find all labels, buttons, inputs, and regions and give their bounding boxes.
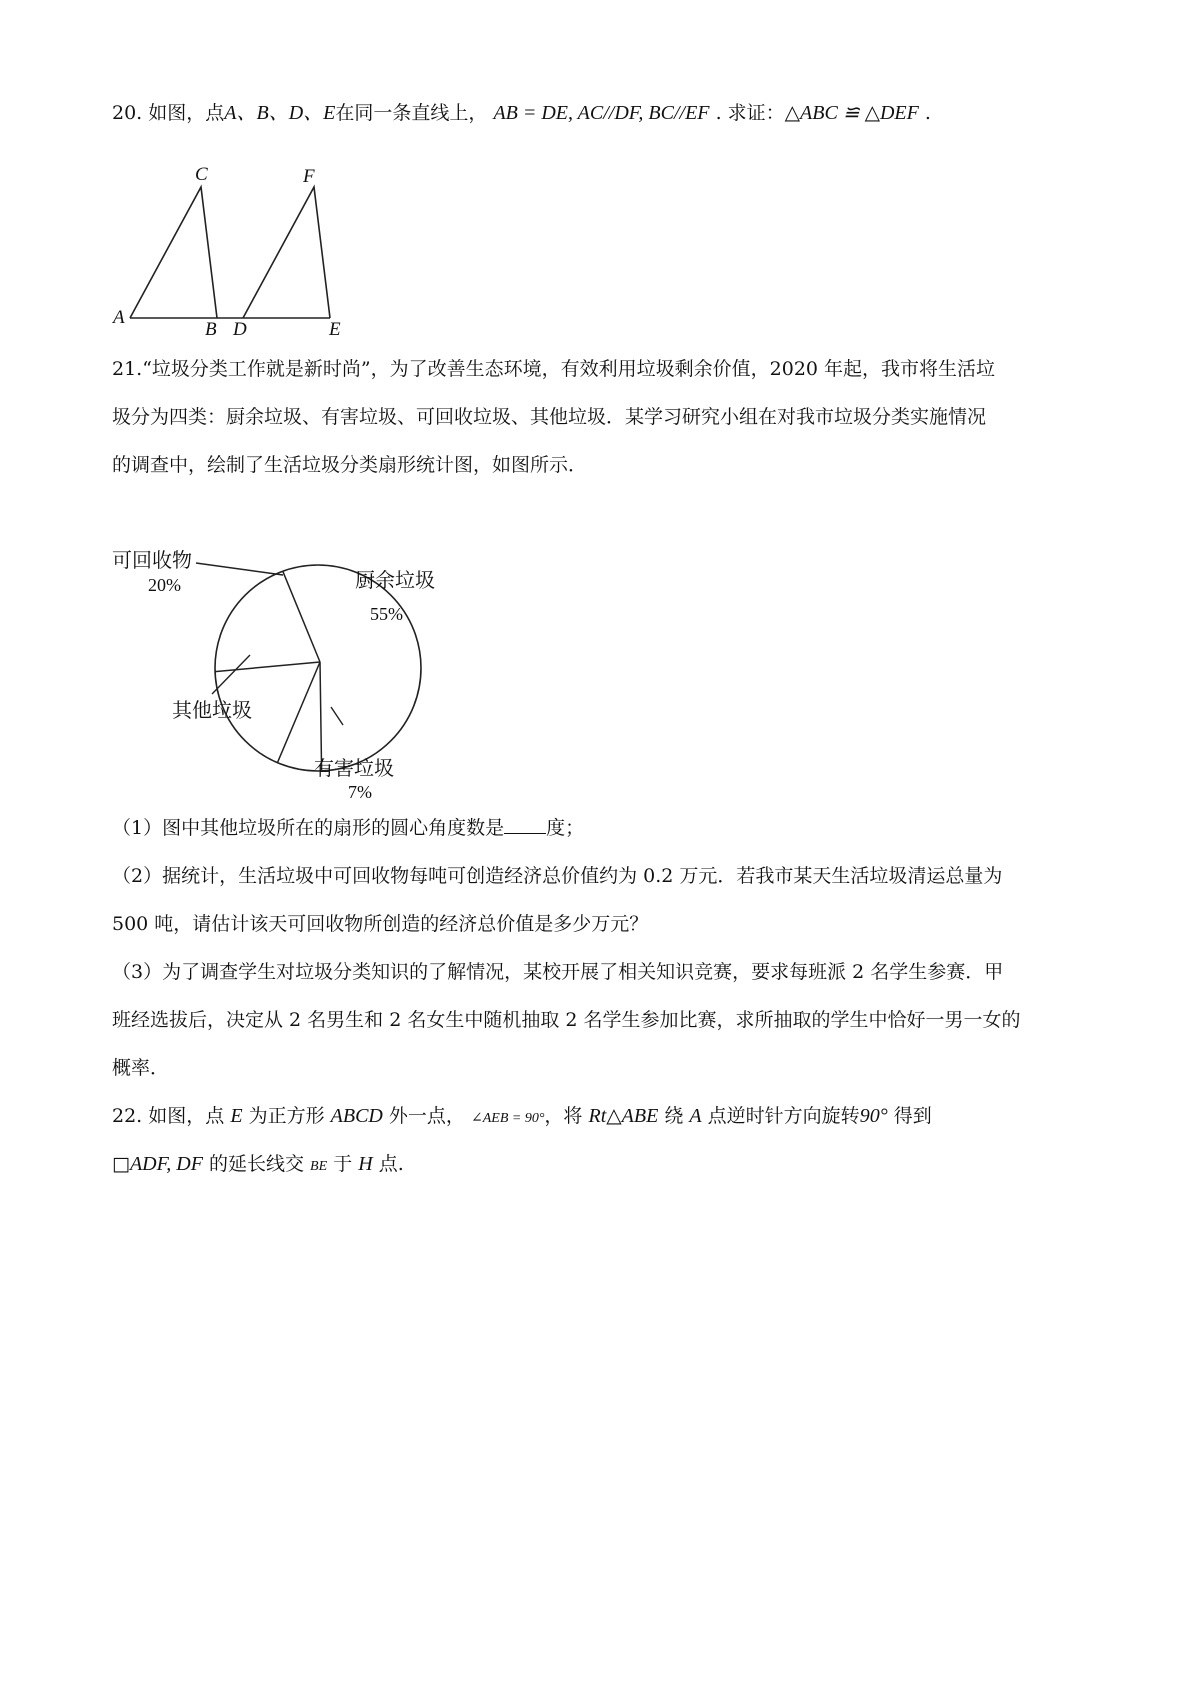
q22-line1 (112, 1102, 932, 1133)
q21-line3: 的调查中，绘制了生活垃圾分类扇形统计图，如图所示． (112, 454, 588, 476)
label-c: C (195, 164, 208, 185)
q22-text-8: 的延长线交 (208, 1153, 304, 1175)
slice-pct-kitchen: 55% (370, 604, 403, 624)
q20-prove: . 求证： (715, 102, 785, 124)
q21-sub1 (112, 814, 584, 842)
q22-triangle: Rt△ABE (588, 1105, 659, 1127)
q22-text-4: ，将 (544, 1105, 583, 1127)
q20-mid: 在同一条直线上， (335, 102, 488, 124)
q22-point-e: E (230, 1105, 243, 1127)
q22-missing-glyph: □ (112, 1153, 130, 1175)
slice-label-kitchen: 厨余垃圾 (355, 568, 435, 592)
q20-conditions: AB = DE, AC//DF, BC//EF (493, 102, 710, 124)
label-f: F (303, 166, 315, 187)
q22-number: 22. (112, 1105, 143, 1127)
label-e: E (329, 319, 341, 340)
q22-text-7: 得到 (893, 1105, 932, 1127)
q22-degree: 90° (859, 1105, 888, 1127)
q22-square: ABCD (330, 1105, 383, 1127)
q21-sub3-line3: 概率． (112, 1057, 170, 1079)
answer-blank (504, 815, 546, 834)
slice-label-hazardous: 有害垃圾 (314, 756, 394, 780)
q20-end: . (924, 102, 931, 124)
triangle-def (243, 187, 330, 318)
label-b: B (205, 319, 217, 340)
slice-label-other: 其他垃圾 (172, 698, 252, 722)
label-a: A (113, 307, 125, 328)
q22-text-3: 外一点， (388, 1105, 465, 1127)
q21-line1: 21.“垃圾分类工作就是新时尚”，为了改善生态环境，有效利用垃圾剩余价值，2020 年起，我市将生活垃 (112, 358, 996, 380)
q20-statement (112, 99, 931, 127)
q21-sub2-line2: 500 吨，请估计该天可回收物所创造的经济总价值是多少万元？ (112, 913, 649, 935)
q20-figure (105, 160, 365, 340)
q22-point-h: H (358, 1153, 373, 1175)
q22-point-a: A (689, 1105, 702, 1127)
q22-text-1: 如图，点 (148, 1105, 225, 1127)
q21-sub1-unit: 度； (546, 817, 585, 839)
triangle-abc (130, 187, 217, 318)
slice-pct-hazardous: 7% (348, 782, 372, 802)
q21-line2: 圾分为四类：厨余垃圾、有害垃圾、可回收垃圾、其他垃圾．某学习研究小组在对我市垃圾分类实施情况 (112, 406, 987, 428)
leader-recyclable (196, 563, 283, 575)
q22-text-6: 点逆时针方向旋转 (707, 1105, 860, 1127)
q21-sub1-text: （1）图中其他垃圾所在的扇形的圆心角度数是 (112, 817, 505, 839)
q22-text-5: 绕 (664, 1105, 684, 1127)
slice-label-recyclable: 可回收物 (112, 548, 192, 572)
pie-chart (100, 495, 480, 805)
q20-number: 20. (112, 102, 143, 124)
slice-pct-recyclable: 20% (148, 575, 181, 595)
q20-points: A、B、D、E (224, 102, 336, 124)
q21-sub2-line1: （2）据统计，生活垃圾中可回收物每吨可创造经济总价值约为 0.2 万元．若我市某天生活垃圾清运总量为 (112, 865, 1003, 887)
q22-text-10: 点. (378, 1153, 404, 1175)
q22-adf: ADF, DF (129, 1153, 203, 1175)
q22-be: BE (310, 1159, 328, 1174)
q22-text-9: 于 (333, 1153, 353, 1175)
q22-text-2: 为正方形 (248, 1105, 325, 1127)
pie-sectors (215, 565, 421, 771)
label-d: D (233, 319, 247, 340)
q22-angle: ∠AEB = 90° (470, 1111, 545, 1126)
q21-sub3-line2: 班经选拔后，决定从 2 名男生和 2 名女生中随机抽取 2 名学生参加比赛，求所抽取的学生中恰好一男一女的 (112, 1009, 1021, 1031)
q21-sub3-line1: （3）为了调查学生对垃圾分类知识的了解情况，某校开展了相关知识竞赛，要求每班派 2 名学生参赛．甲 (112, 961, 1004, 983)
q20-goal: △ABC ≌ △DEF (784, 102, 919, 124)
q20-intro: 如图，点 (148, 102, 225, 124)
q22-line2 (112, 1150, 404, 1181)
